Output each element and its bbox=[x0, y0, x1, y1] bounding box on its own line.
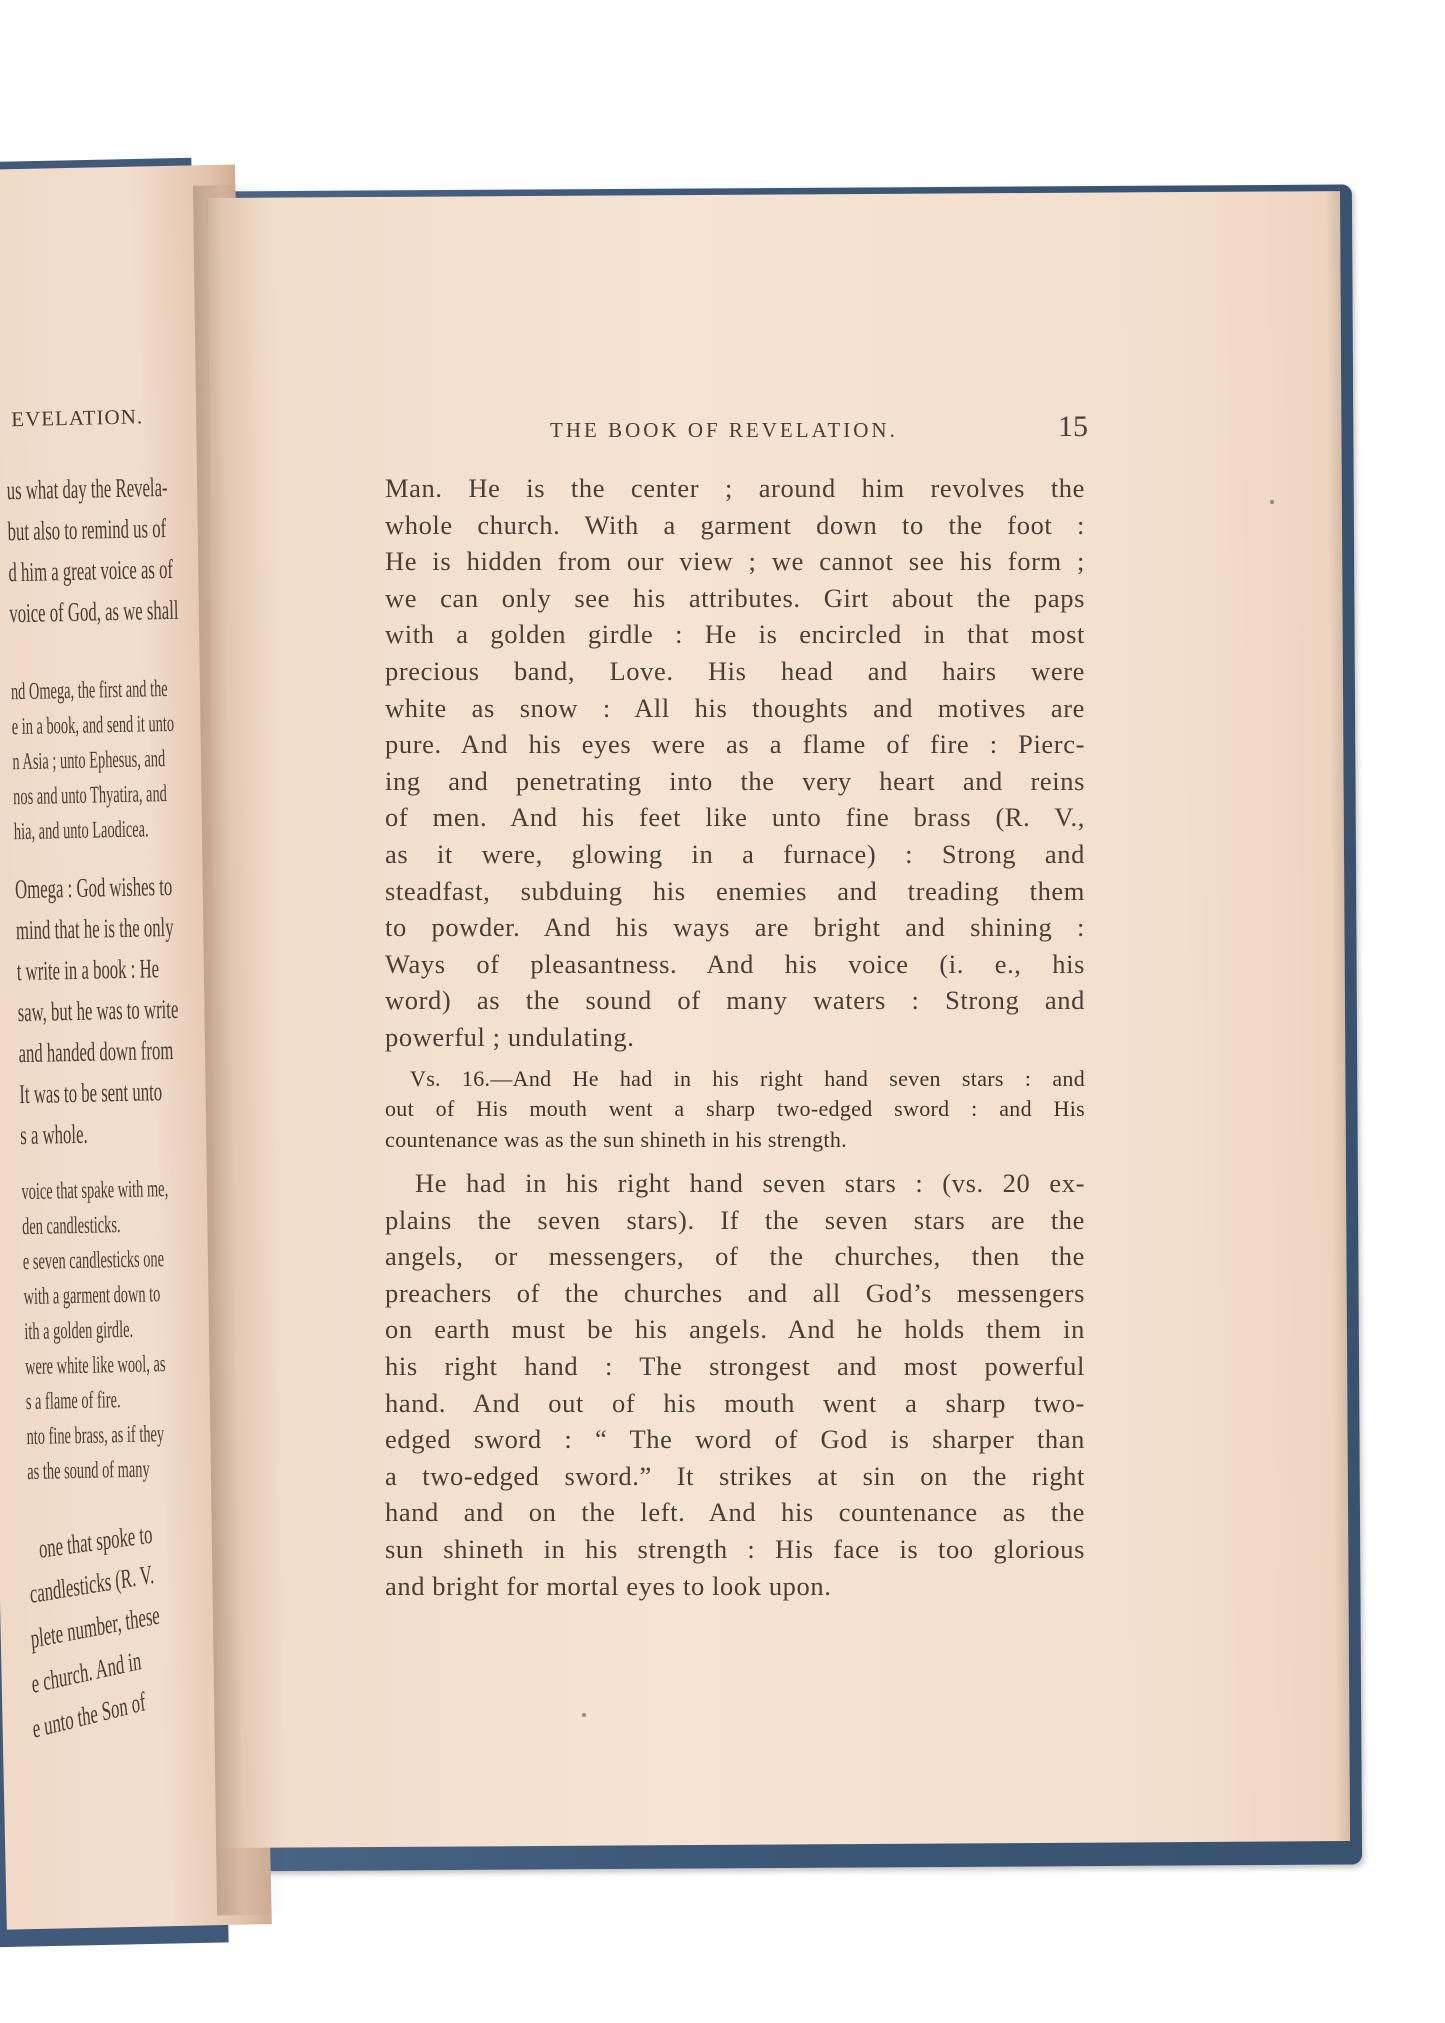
text-line: Ways of pleasantness. And his voice (i. e., his bbox=[385, 948, 1085, 979]
left-line: nto fine brass, as if they bbox=[26, 1421, 165, 1451]
left-line: and handed down from bbox=[18, 1034, 174, 1069]
text-line: as it were, glowing in a furnace) : Strong and bbox=[385, 838, 1085, 869]
left-line: It was to be sent unto bbox=[19, 1076, 163, 1110]
left-line: mind that he is the only bbox=[15, 911, 174, 946]
verse-line: Vs. 16.—And He had in his right hand seven stars : and bbox=[410, 1065, 1085, 1091]
text-line: ing and penetrating into the very heart and reins bbox=[385, 765, 1085, 796]
left-line: e unto the Son of bbox=[31, 1686, 147, 1744]
text-line: hand and on the left. And his countenance as the bbox=[385, 1497, 1085, 1528]
text-line: white as snow : All his thoughts and motives are bbox=[385, 692, 1085, 723]
left-line: nd Omega, the first and the bbox=[10, 675, 168, 706]
paragraph-1 bbox=[385, 470, 1085, 1056]
text-line: powerful ; undulating. bbox=[385, 1021, 635, 1052]
left-line: candlesticks (R. V. bbox=[28, 1558, 155, 1609]
left-line: as the sound of many bbox=[27, 1456, 150, 1486]
left-line: but also to remind us of bbox=[7, 512, 167, 547]
left-line: were white like wool, as bbox=[24, 1351, 166, 1381]
left-line: us what day the Revela- bbox=[6, 471, 168, 506]
text-line: edged sword : “ The word of God is sharper than bbox=[385, 1424, 1085, 1455]
left-line: t write in a book : He bbox=[16, 953, 160, 987]
verse-quote bbox=[385, 1064, 1085, 1156]
left-line: with a garment down to bbox=[23, 1281, 161, 1311]
text-line: we can only see his attributes. Girt about the paps bbox=[385, 582, 1085, 613]
left-line: e church. And in bbox=[30, 1645, 143, 1699]
paragraph-2 bbox=[385, 1165, 1085, 1604]
text-line: He had in his right hand seven stars : (vs. 20 ex- bbox=[415, 1168, 1085, 1198]
running-head: THE BOOK OF REVELATION. bbox=[550, 418, 898, 442]
text-line: angels, or messengers, of the churches, then the bbox=[385, 1241, 1085, 1272]
text-line: of men. And his feet like unto fine brass (R. V., bbox=[385, 802, 1085, 833]
left-line: n Asia ; unto Ephesus, and bbox=[12, 746, 166, 776]
text-line: whole church. With a garment down to the foot : bbox=[385, 509, 1085, 540]
text-line: Man. He is the center ; around him revolves the bbox=[385, 473, 1085, 503]
text-line: He is hidden from our view ; we cannot see his form ; bbox=[385, 546, 1085, 577]
left-line: e seven candlesticks one bbox=[22, 1246, 165, 1276]
text-line: his right hand : The strongest and most powerful bbox=[385, 1350, 1085, 1381]
left-line: voice of God, as we shall bbox=[8, 594, 179, 629]
text-line: with a golden girdle : He is encircled in that most bbox=[385, 619, 1085, 650]
text-line: and bright for mortal eyes to look upon. bbox=[385, 1570, 832, 1601]
left-line: Omega : God wishes to bbox=[14, 870, 173, 905]
verse-line: out of His mouth went a sharp two-edged sword : and His bbox=[385, 1096, 1085, 1121]
text-line: a two-edged sword.” It strikes at sin on the right bbox=[385, 1460, 1085, 1491]
text-line: sun shineth in his strength : His face is too glorious bbox=[385, 1533, 1085, 1564]
page-number: 15 bbox=[1058, 410, 1088, 443]
left-line: e in a book, and send it unto bbox=[11, 710, 175, 741]
left-line: s a whole. bbox=[19, 1118, 88, 1151]
left-line: d him a great voice as of bbox=[8, 553, 174, 588]
text-line: on earth must be his angels. And he holds them in bbox=[385, 1314, 1085, 1345]
text-line: word) as the sound of many waters : Strong and bbox=[385, 985, 1085, 1016]
left-running-head: EVELATION. bbox=[10, 404, 144, 432]
text-line: hand. And out of his mouth went a sharp two- bbox=[385, 1387, 1085, 1418]
verse-line: countenance was as the sun shineth in his strength. bbox=[385, 1126, 847, 1152]
page-text bbox=[385, 470, 1085, 1604]
text-line: precious band, Love. His head and hairs were bbox=[385, 655, 1085, 686]
left-line: hia, and unto Laodicea. bbox=[13, 816, 149, 846]
left-line: ith a golden girdle. bbox=[24, 1316, 134, 1346]
left-line: saw, but he was to write bbox=[17, 993, 179, 1028]
text-line: preachers of the churches and all God’s messengers bbox=[385, 1277, 1085, 1308]
text-line: pure. And his eyes were as a flame of fire : Pierc- bbox=[385, 729, 1085, 760]
text-line: plains the seven stars). If the seven stars are the bbox=[385, 1204, 1085, 1235]
left-line: one that spoke to bbox=[37, 1518, 154, 1564]
left-line: s a flame of fire. bbox=[25, 1387, 121, 1416]
paper-speck bbox=[582, 1713, 586, 1717]
text-line: to powder. And his ways are bright and shining : bbox=[385, 912, 1085, 943]
left-line: voice that spake with me, bbox=[21, 1176, 169, 1206]
left-line: plete number, these bbox=[29, 1599, 161, 1654]
paper-speck bbox=[1270, 500, 1274, 504]
left-line: nos and unto Thyatira, and bbox=[12, 781, 168, 811]
left-line: den candlesticks. bbox=[21, 1212, 121, 1241]
text-line: steadfast, subduing his enemies and treading them bbox=[385, 875, 1085, 906]
